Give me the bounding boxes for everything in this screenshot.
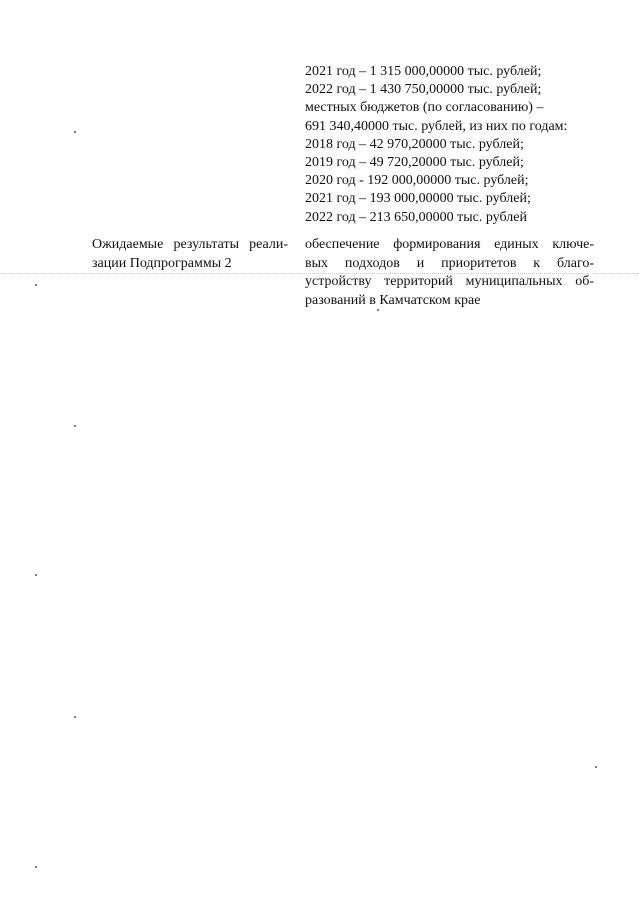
value-line: разований в Камчатском крае [305,292,481,308]
scan-speck [74,425,76,427]
scan-speck [595,766,597,768]
scan-speck [35,284,37,286]
funding-line: 2021 год – 1 315 000,00000 тыс. рублей; [305,64,542,79]
funding-sources-continuation [305,63,595,227]
label-line: Ожидаемые результаты реали- [92,237,288,252]
scan-speck [35,574,37,576]
label-line: зации Подпрограммы 2 [92,255,232,271]
funding-line: 691 340,40000 тыс. рублей, из них по годам: [305,118,568,134]
scan-speck [74,131,76,133]
value-line: обеспечение формирования единых ключе- [305,237,594,252]
funding-line: 2021 год – 193 000,00000 тыс. рублей; [305,191,531,207]
scan-speck [74,716,76,718]
funding-line: местных бюджетов (по согласованию) – [305,100,544,116]
funding-line: 2019 год – 49 720,20000 тыс. рублей; [305,155,524,171]
value-line: устройству территорий муниципальных об- [305,274,594,289]
scan-artifact-line [0,273,639,274]
funding-line: 2020 год - 192 000,00000 тыс. рублей; [305,173,529,189]
scan-speck [377,309,379,311]
value-line: вых подходов и приоритетов к благо- [305,255,594,271]
scan-speck [35,866,37,868]
funding-line: 2018 год – 42 970,20000 тыс. рублей; [305,136,524,152]
funding-line: 2022 год – 213 650,00000 тыс. рублей [305,209,527,225]
funding-line: 2022 год – 1 430 750,00000 тыс. рублей; [305,82,542,98]
expected-results-label [92,236,292,273]
